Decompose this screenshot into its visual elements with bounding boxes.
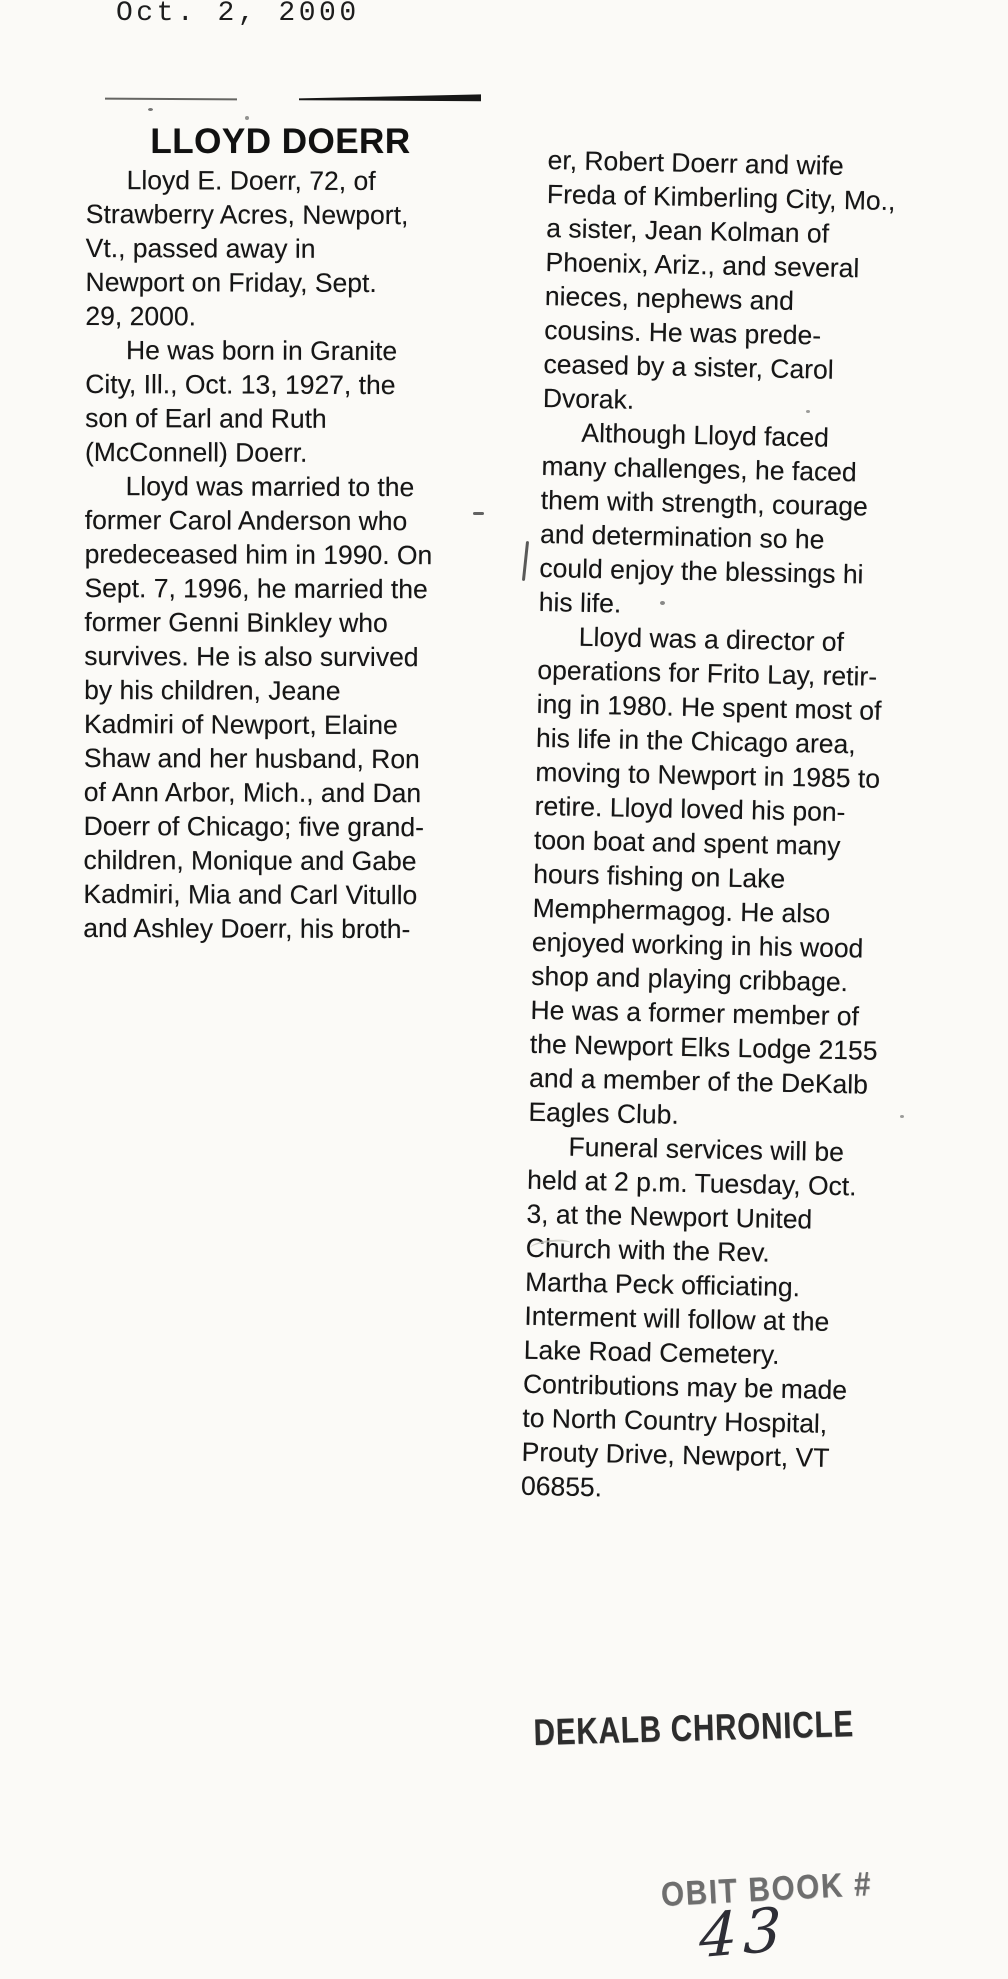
text-line: Lloyd E. Doerr, 72, of <box>111 165 376 197</box>
scan-artifact-dash <box>473 512 484 515</box>
text-line: Vt., passed away in <box>85 232 316 264</box>
text-line: He was a former member of <box>530 994 860 1032</box>
text-line: toon boat and spent many <box>533 824 841 862</box>
text-line: Shaw and her husband, Ron <box>83 742 420 775</box>
text-line: Eagles Club. <box>528 1096 680 1130</box>
text-line: enjoyed working in his wood <box>531 926 864 964</box>
scan-speck <box>245 116 249 120</box>
text-line: nieces, nephews and <box>544 280 795 316</box>
obit-book-number-handwritten: 43 <box>698 1894 789 1973</box>
text-line: (McConnell) Doerr. <box>84 436 308 468</box>
text-line: hours fishing on Lake <box>533 858 786 894</box>
text-line: Freda of Kimberling City, Mo., <box>546 178 896 216</box>
text-line: Church with the Rev. <box>525 1232 771 1268</box>
text-line: could enjoy the blessings hi <box>539 552 864 590</box>
text-line: retire. Lloyd loved his pon- <box>534 790 846 828</box>
text-line: Dvorak. <box>542 382 635 415</box>
text-line: Lloyd was married to the <box>110 471 415 503</box>
text-line: ceased by a sister, Carol <box>543 348 834 385</box>
text-line: children, Monique and Gabe <box>83 844 417 877</box>
obituary-title: LLOYD DOERR <box>150 122 411 161</box>
text-line: Contributions may be made <box>522 1368 848 1406</box>
text-line: Kadmiri of Newport, Elaine <box>83 708 398 741</box>
text-line: City, Ill., Oct. 13, 1927, the <box>85 368 396 401</box>
text-line: predeceased him in 1990. On <box>84 538 433 571</box>
clipping-date: Oct. 2, 2000 <box>116 0 360 29</box>
text-line: cousins. He was prede- <box>543 314 822 351</box>
text-line: son of Earl and Ruth <box>85 402 327 434</box>
text-line: former Genni Binkley who <box>84 606 388 639</box>
scan-speck <box>148 108 153 111</box>
text-line: Sept. 7, 1996, he married the <box>84 572 428 605</box>
scan-speck <box>806 410 810 413</box>
text-line: Phoenix, Ariz., and several <box>545 246 860 284</box>
text-line: by his children, Jeane <box>84 674 341 706</box>
text-line: the Newport Elks Lodge 2155 <box>529 1028 878 1066</box>
text-line: them with strength, courage <box>540 484 869 522</box>
text-line: Doerr of Chicago; five grand- <box>83 810 424 843</box>
text-line: ing in 1980. He spent most of <box>536 688 882 726</box>
text-line: Lloyd was a director of <box>563 621 845 658</box>
text-line: Lake Road Cemetery. <box>523 1334 780 1370</box>
text-line: 3, at the Newport United <box>526 1198 813 1235</box>
text-line: Prouty Drive, Newport, VT <box>521 1436 830 1473</box>
newspaper-stamp: DEKALB CHRONICLE <box>533 1703 855 1753</box>
text-line: operations for Frito Lay, retir- <box>537 654 878 692</box>
text-line: Newport on Friday, Sept. <box>85 266 377 299</box>
text-line: to North Country Hospital, <box>522 1402 828 1439</box>
text-line: his life. <box>538 586 622 619</box>
text-line: of Ann Arbor, Mich., and Dan <box>83 776 422 809</box>
text-line: survives. He is also survived <box>84 640 419 673</box>
scan-speck <box>660 601 665 605</box>
text-line: Although Lloyd faced <box>567 417 830 453</box>
obituary-column-1 <box>83 163 496 946</box>
text-line: 06855. <box>520 1470 603 1503</box>
obit-book-stamp: OBIT BOOK # <box>660 1864 874 1914</box>
text-line: Memphermagog. He also <box>532 892 831 929</box>
text-line: Martha Peck officiating. <box>524 1266 801 1303</box>
headline-rule-left-segment <box>105 98 237 101</box>
text-line: and Ashley Doerr, his broth- <box>83 912 411 945</box>
text-line: a sister, Jean Kolman of <box>545 212 830 249</box>
text-line: Interment will follow at the <box>524 1300 830 1337</box>
text-line: and determination so he <box>539 518 825 555</box>
headline-rule-right-segment <box>299 94 481 102</box>
text-line: er, Robert Doerr and wife <box>547 144 844 181</box>
text-line: Kadmiri, Mia and Carl Vitullo <box>83 878 418 911</box>
text-line: held at 2 p.m. Tuesday, Oct. <box>526 1164 857 1202</box>
text-line: Strawberry Acres, Newport, <box>85 198 409 231</box>
scan-speck <box>900 1115 904 1118</box>
text-line: moving to Newport in 1985 to <box>535 756 881 794</box>
text-line: former Carol Anderson who <box>84 504 408 537</box>
text-line: many challenges, he faced <box>541 450 858 488</box>
text-line: shop and playing cribbage. <box>530 960 849 998</box>
text-line: and a member of the DeKalb <box>528 1062 869 1100</box>
text-line: 29, 2000. <box>85 300 197 332</box>
scan-artifact-vertical-mark <box>522 541 529 581</box>
text-line: his life in the Chicago area, <box>535 722 856 760</box>
text-line: Funeral services will be <box>553 1131 845 1168</box>
obituary-column-2 <box>521 143 978 1511</box>
text-line: He was born in Granite <box>111 335 398 367</box>
